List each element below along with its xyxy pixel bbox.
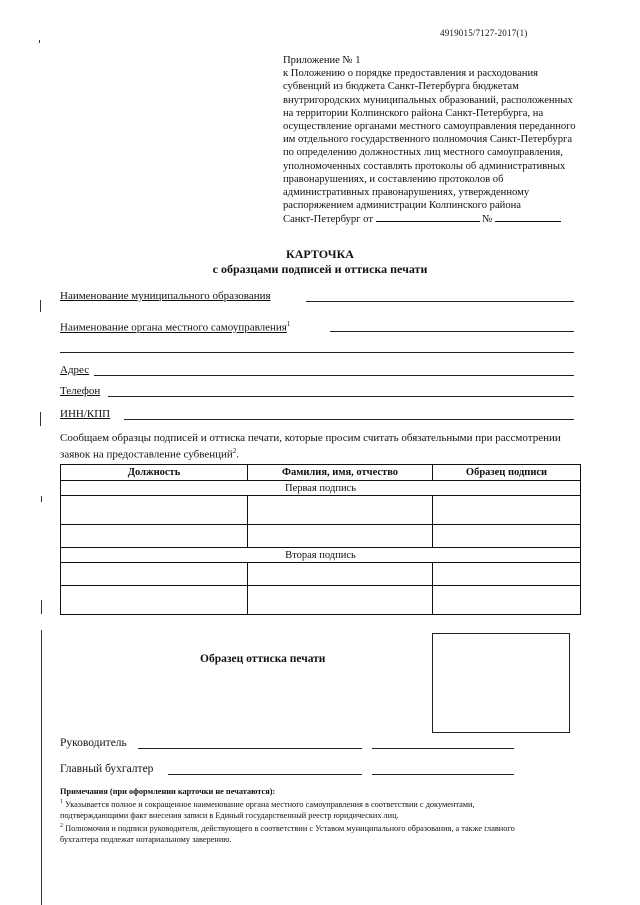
document-number: 4919015/7127-2017(1) xyxy=(440,28,528,38)
scan-mark xyxy=(41,496,42,502)
appendix-line: им отдельного государственного полномочия Санкт-Петербурга xyxy=(283,134,573,146)
second-signature-row xyxy=(61,548,581,563)
note-1-cont: подтверждающими факт внесения записи в Единый государственный реестр юридических лиц. xyxy=(60,810,399,820)
table-row xyxy=(61,586,581,615)
scan-mark xyxy=(39,40,40,43)
card-title: КАРТОЧКА xyxy=(286,247,354,261)
accountant-name-line xyxy=(372,774,514,775)
address-line xyxy=(94,375,574,376)
appendix-line: субвенций из бюджета Санкт-Петербурга бюджетам xyxy=(283,81,519,93)
appendix-line: административных правонарушениях, утвержденному xyxy=(283,187,530,199)
scan-mark xyxy=(41,630,42,905)
table-cell[interactable] xyxy=(433,563,581,586)
table-cell[interactable] xyxy=(248,563,433,586)
head-name-line xyxy=(372,748,514,749)
inn-line xyxy=(124,419,574,420)
note-2-cont: бухгалтера подлежат нотариальному заверению. xyxy=(60,834,232,844)
table-cell[interactable] xyxy=(433,496,581,525)
municipality-label: Наименование муниципального образования xyxy=(60,290,271,302)
appendix-line: внутригородских муниципальных образований, расположенных xyxy=(283,94,573,106)
notes-header: Примечания (при оформлении карточки не печатаются): xyxy=(60,787,276,796)
head-signature-line xyxy=(138,748,362,749)
scan-mark xyxy=(40,412,41,426)
appendix-line: Приложение № 1 xyxy=(283,55,361,66)
appendix-line: по определению должностных лиц местного самоуправления, xyxy=(283,147,563,159)
stamp-label: Образец оттиска печати xyxy=(200,653,326,665)
header-full-name: Фамилия, имя, отчество xyxy=(248,465,433,481)
header-signature-sample: Образец подписи xyxy=(433,465,581,481)
phone-line xyxy=(108,396,574,397)
table-row xyxy=(61,525,581,548)
accountant-label: Главный бухгалтер xyxy=(60,763,154,775)
table-cell[interactable] xyxy=(248,586,433,615)
inn-label: ИНН/КПП xyxy=(60,408,111,420)
table-cell[interactable] xyxy=(248,525,433,548)
appendix-line: уполномоченных составлять протоколы об административных xyxy=(283,160,566,172)
phone-label: Телефон xyxy=(60,385,101,397)
scan-mark xyxy=(41,600,42,614)
table-cell[interactable] xyxy=(61,496,248,525)
appendix-block xyxy=(283,54,613,227)
appendix-line: распоряжением администрации Колпинского района xyxy=(283,200,521,212)
head-label: Руководитель xyxy=(60,737,127,749)
table-cell[interactable] xyxy=(433,586,581,615)
first-signature-row xyxy=(61,481,581,496)
local-body-line-2 xyxy=(60,352,574,353)
appendix-line: на территории Колпинского района Санкт-Петербурга, на xyxy=(283,107,544,119)
table-cell[interactable] xyxy=(61,586,248,615)
local-body-label: Наименование органа местного самоуправления$^1$ xyxy=(60,320,291,334)
appendix-line: правонарушениях, и составлению протоколов об xyxy=(283,173,504,185)
number-blank xyxy=(495,212,561,222)
table-row xyxy=(61,563,581,586)
table-cell[interactable] xyxy=(248,496,433,525)
local-body-line xyxy=(330,331,574,332)
card-subtitle: с образцами подписей и оттиска печати xyxy=(212,262,428,276)
appendix-line: к Положению о порядке предоставления и расходования xyxy=(283,68,538,80)
table-cell[interactable] xyxy=(61,525,248,548)
first-signature-label: Первая подпись xyxy=(61,481,581,496)
appendix-number-sign: № xyxy=(482,214,493,226)
signature-table xyxy=(60,464,581,615)
second-signature-label: Вторая подпись xyxy=(61,548,581,563)
header-position: Должность xyxy=(61,465,248,481)
appendix-date-line xyxy=(283,212,613,226)
notes-block xyxy=(60,786,600,845)
table-row xyxy=(61,496,581,525)
table-cell[interactable] xyxy=(433,525,581,548)
municipality-line xyxy=(306,301,574,302)
address-label: Адрес xyxy=(60,364,90,376)
date-blank xyxy=(376,212,480,222)
note-2: $^2$ Полномочия и подписи руководителя, действующего в соответствии с Уставом муниципального образования, а также главного xyxy=(60,822,515,833)
scan-mark xyxy=(40,300,41,312)
note-1: $^1$ Указывается полное и сокращенное наименование органа местного самоуправления в соответствии с документами, xyxy=(60,799,475,809)
accountant-signature-line xyxy=(168,774,362,775)
appendix-date-prefix: Санкт-Петербург от xyxy=(283,214,373,226)
table-header-row xyxy=(61,465,581,481)
appendix-line: осуществление органами местного самоуправления переданного xyxy=(283,121,576,133)
samples-paragraph: Сообщаем образцы подписей и оттиска печати, которые просим считать обязательными при рассмотрении заявок на предоставление субвенций$^2$. xyxy=(60,432,561,461)
table-cell[interactable] xyxy=(61,563,248,586)
stamp-box[interactable] xyxy=(432,633,570,733)
